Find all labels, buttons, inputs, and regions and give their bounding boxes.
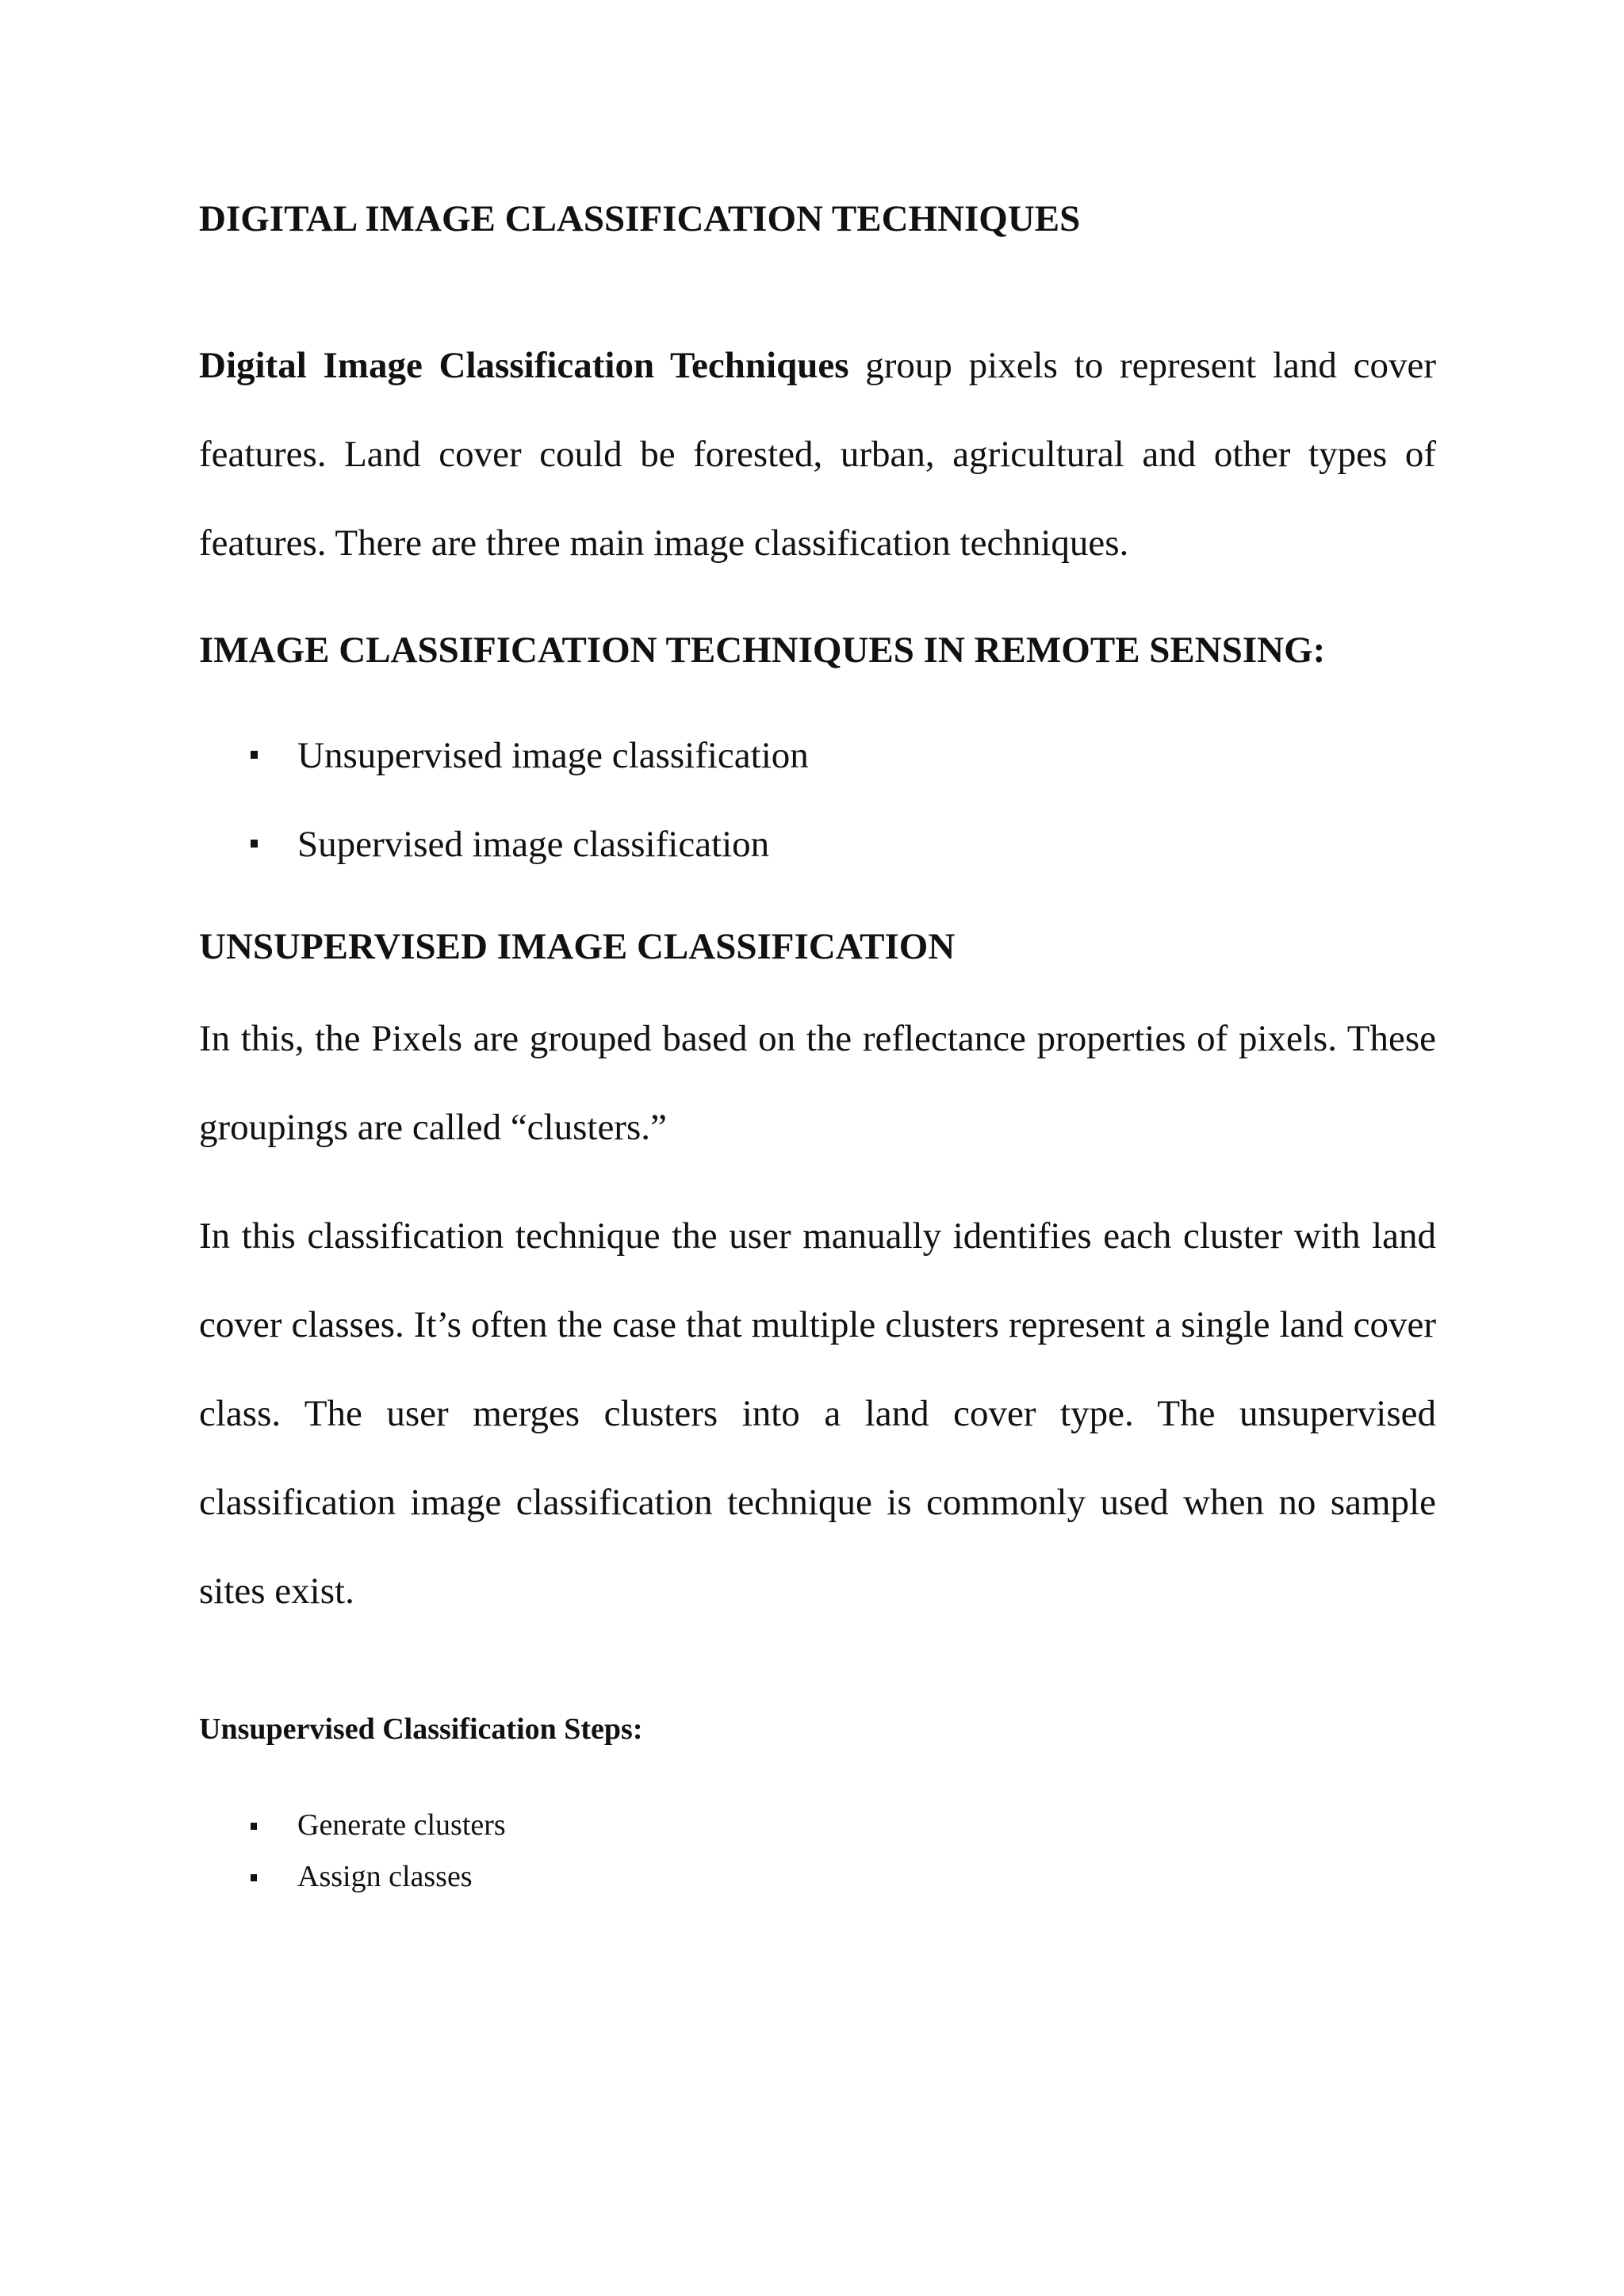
unsupervised-paragraph-1: In this, the Pixels are grouped based on the reflectance properties of pixels. These groupings are called “clusters.” xyxy=(199,1018,1436,1148)
techniques-heading: IMAGE CLASSIFICATION TECHNIQUES IN REMOTE SENSING: xyxy=(199,629,1326,671)
list-item-text: Supervised image classification xyxy=(297,824,770,865)
list-item-text: Unsupervised image classification xyxy=(297,735,809,776)
page-title: DIGITAL IMAGE CLASSIFICATION TECHNIQUES xyxy=(199,198,1081,239)
intro-text: group pixels to represent land cover features. Land cover could be forested, urban, agricultural and other types of features. There are three main image classification techniques. xyxy=(199,345,1436,564)
square-bullet-icon xyxy=(251,751,258,759)
list-item-text: Assign classes xyxy=(297,1860,473,1893)
list-item xyxy=(199,1851,506,1903)
intro-lead-term: Digital Image Classification Techniques xyxy=(199,345,849,386)
steps-heading: Unsupervised Classification Steps: xyxy=(199,1712,643,1746)
techniques-list xyxy=(199,711,809,889)
unsupervised-heading: UNSUPERVISED IMAGE CLASSIFICATION xyxy=(199,926,956,967)
list-item xyxy=(199,800,809,889)
unsupervised-paragraph-2: In this classification technique the user manually identifies each cluster with land cover classes. It’s often the case that multiple clusters represent a single land cover class. The user merges clusters into a land cover type. The unsupervised classification image classification technique is commonly used when no sample sites exist. xyxy=(199,1215,1436,1612)
list-item xyxy=(199,711,809,800)
list-item-text: Generate clusters xyxy=(297,1808,506,1842)
square-bullet-icon xyxy=(251,1823,257,1830)
square-bullet-icon xyxy=(251,1874,257,1881)
steps-list xyxy=(199,1800,506,1903)
list-item xyxy=(199,1800,506,1851)
square-bullet-icon xyxy=(251,840,258,848)
intro-paragraph xyxy=(199,321,1436,587)
